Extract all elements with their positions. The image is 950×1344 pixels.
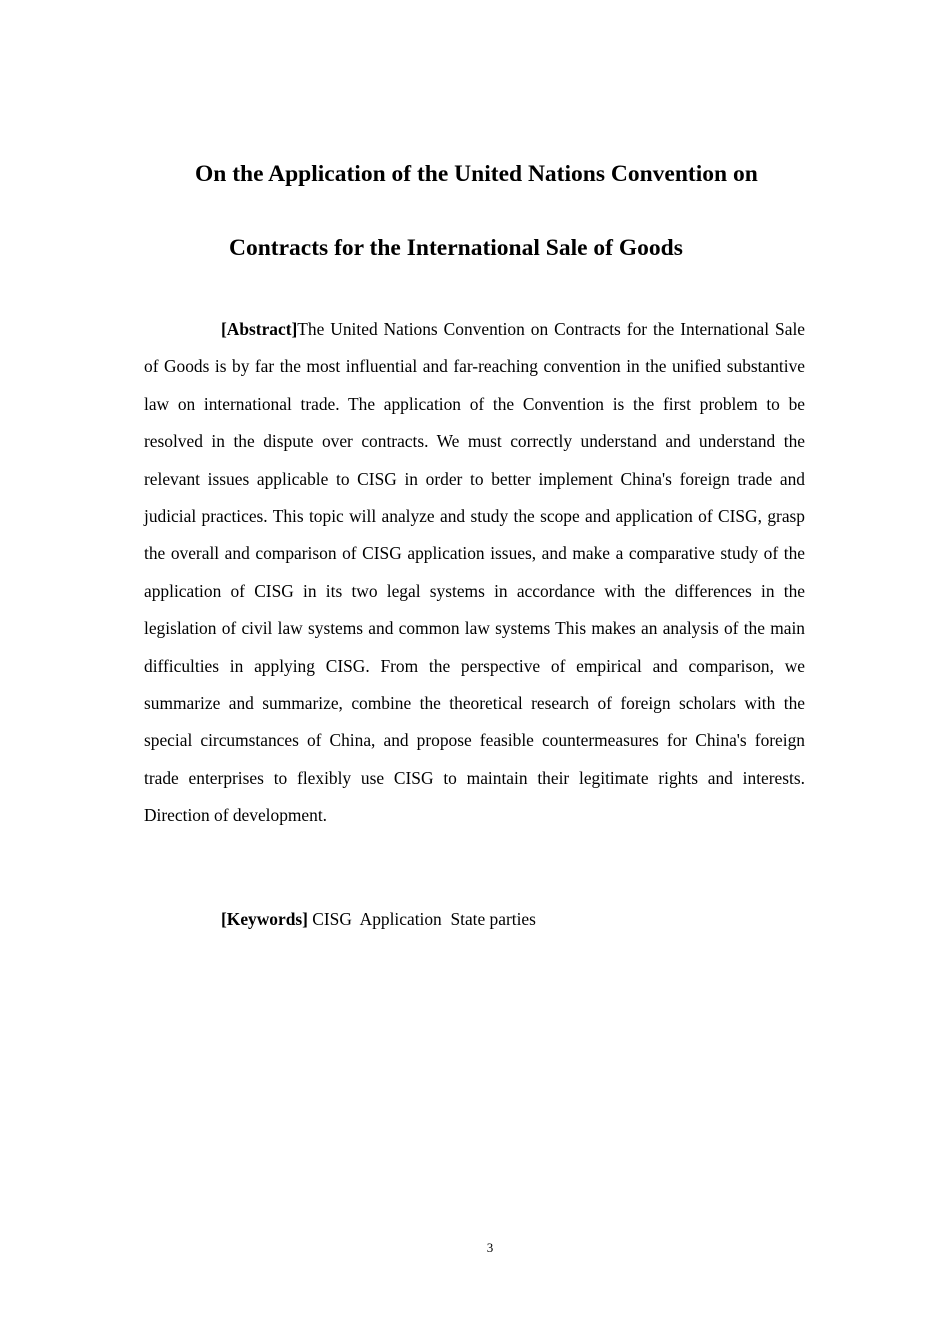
abstract-paragraph [144,311,805,835]
abstract-text: The United Nations Convention on Contracts for the International Sale of Goods is by far the most influential and far-reaching convention in the unified substantive law on international trade. The application of the Convention is the first problem to be resolved in the dispute over contracts. We must correctly understand and understand the relevant issues applicable to CISG in order to better implement China's foreign trade and judicial practices. This topic will analyze and study the scope and application of CISG, grasp the overall and comparison of CISG application issues, and make a comparative study of the application of CISG in its two legal systems in accordance with the differences in the legislation of civil law systems and common law systems This makes an analysis of the main difficulties in applying CISG. From the perspective of empirical and comparison, we summarize and summarize, combine the theoretical research of foreign scholars with the special circumstances of China, and propose feasible countermeasures for China's foreign trade enterprises to flexibly use CISG to maintain their legitimate rights and interests. Direction of development. [144,319,805,826]
title-line-2: Contracts for the International Sale of Goods [229,235,683,261]
title-line-1: On the Application of the United Nations Convention on [195,161,758,187]
abstract-label: [Abstract] [221,319,298,339]
keywords-label: [Keywords] [221,909,308,929]
page-number: 3 [486,1240,494,1255]
keywords-line [221,905,536,933]
keywords-text: CISG Application State parties [307,909,536,929]
